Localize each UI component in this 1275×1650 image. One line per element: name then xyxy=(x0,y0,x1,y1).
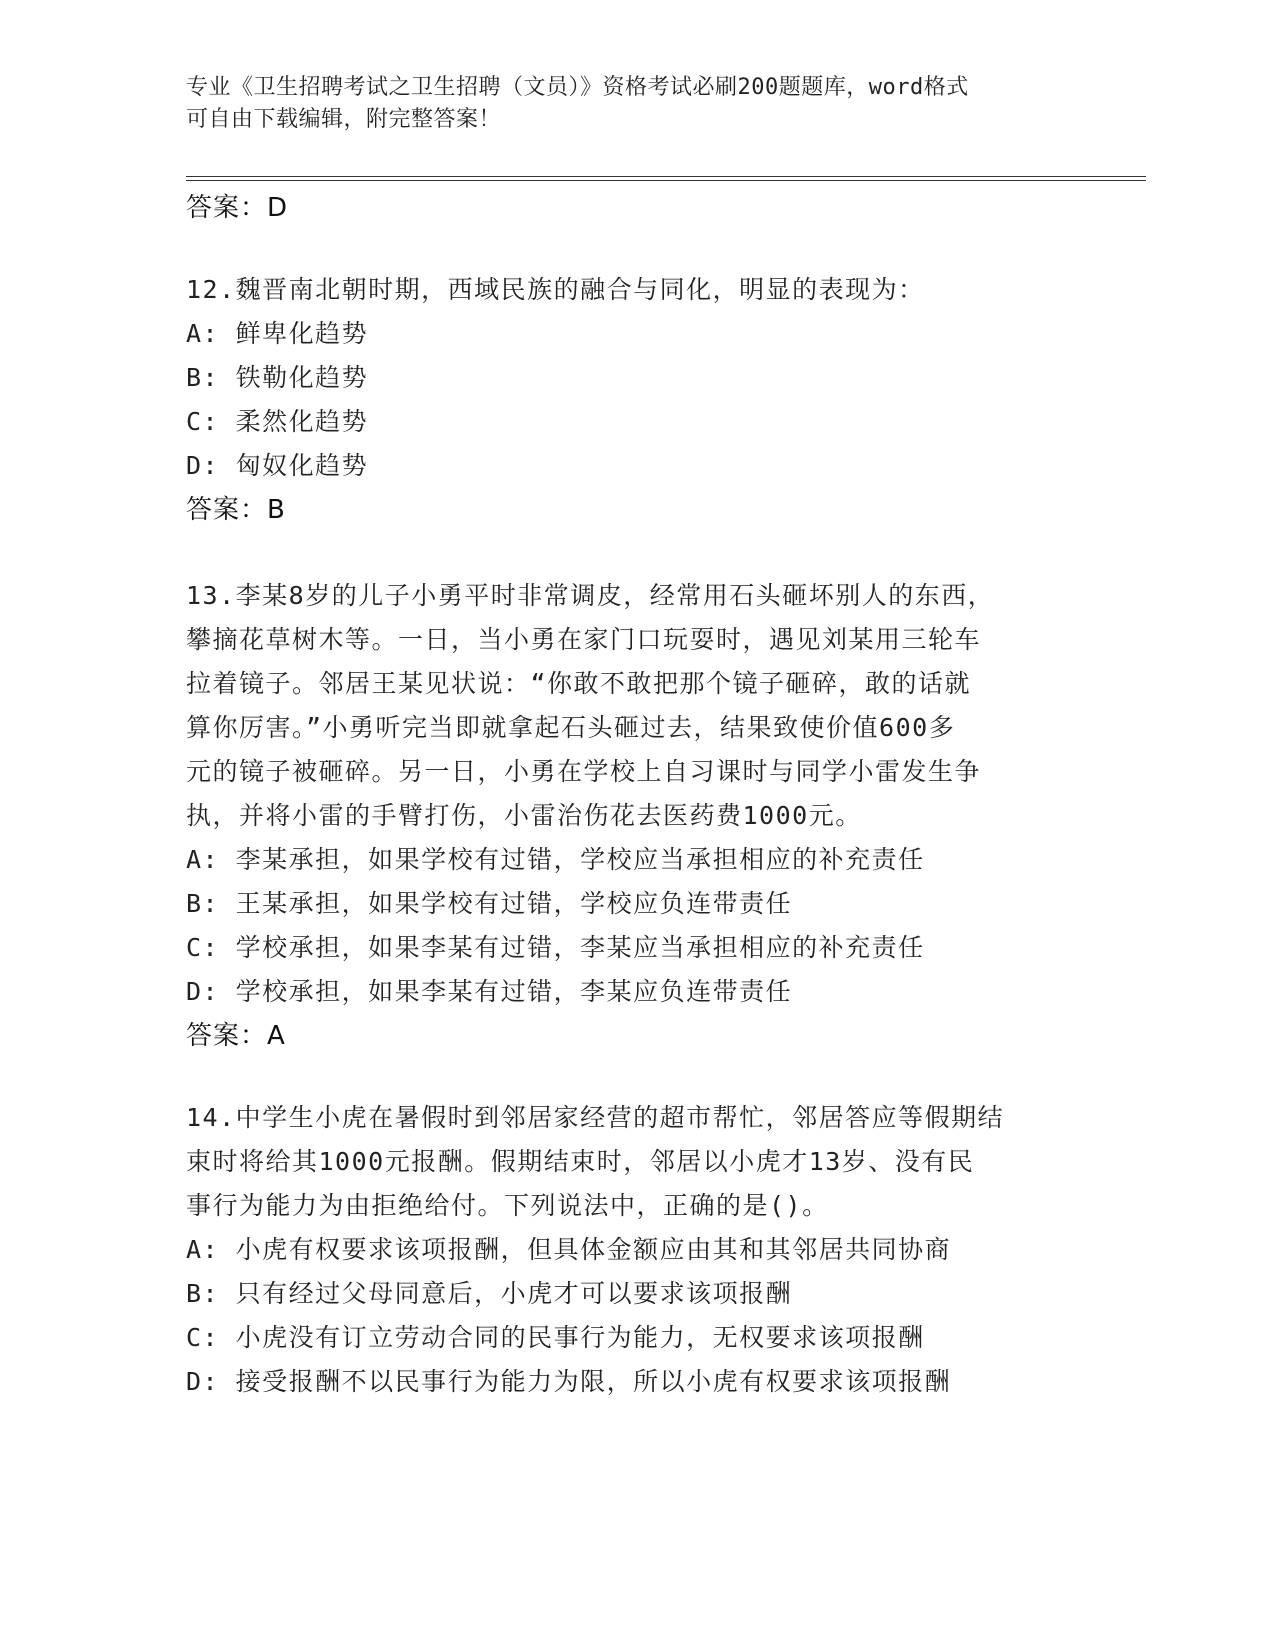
document-header xyxy=(186,72,1066,136)
question-12 xyxy=(186,268,1086,532)
option-d: D: 学校承担，如果李某有过错，李某应负连带责任 xyxy=(186,977,793,1006)
question-stem-line: 攀摘花草树木等。一日，当小勇在家门口玩耍时，遇见刘某用三轮车 xyxy=(186,625,982,654)
question-stem-line: 12.魏晋南北朝时期，西域民族的融合与同化，明显的表现为： xyxy=(186,275,925,304)
answer-label: 答案：A xyxy=(186,1021,286,1051)
question-stem-line: 拉着镜子。邻居王某见状说：“你敢不敢把那个镜子砸碎，敢的话就 xyxy=(186,669,972,698)
option-d: D: 接受报酬不以民事行为能力为限，所以小虎有权要求该项报酬 xyxy=(186,1367,952,1396)
option-c: C: 小虎没有订立劳动合同的民事行为能力，无权要求该项报酬 xyxy=(186,1323,925,1352)
question-stem-line: 13.李某8岁的儿子小勇平时非常调皮，经常用石头砸坏别人的东西， xyxy=(186,581,995,610)
question-13 xyxy=(186,574,1086,1058)
question-stem-line: 14.中学生小虎在暑假时到邻居家经营的超市帮忙，邻居答应等假期结 xyxy=(186,1103,1005,1132)
answer-label: 答案：D xyxy=(186,193,289,223)
answer-block-11 xyxy=(186,186,1086,230)
question-stem-line: 事行为能力为由拒绝给付。下列说法中，正确的是()。 xyxy=(186,1191,829,1220)
header-rule-top xyxy=(186,176,1146,177)
option-b: B: 铁勒化趋势 xyxy=(186,363,369,392)
header-rule-bottom xyxy=(186,180,1146,181)
question-stem-line: 算你厉害。”小勇听完当即就拿起石头砸过去，结果致使价值600多 xyxy=(186,713,956,742)
option-b: B: 王某承担，如果学校有过错，学校应负连带责任 xyxy=(186,889,793,918)
header-line-2: 可自由下载编辑，附完整答案！ xyxy=(186,107,502,132)
option-b: B: 只有经过父母同意后，小虎才可以要求该项报酬 xyxy=(186,1279,793,1308)
option-c: C: 学校承担，如果李某有过错，李某应当承担相应的补充责任 xyxy=(186,933,925,962)
question-stem-line: 元的镜子被砸碎。另一日，小勇在学校上自习课时与同学小雷发生争 xyxy=(186,757,982,786)
option-a: A: 鲜卑化趋势 xyxy=(186,319,369,348)
option-d: D: 匈奴化趋势 xyxy=(186,451,369,480)
question-stem-line: 执，并将小雷的手臂打伤，小雷治伤花去医药费1000元。 xyxy=(186,801,862,830)
option-c: C: 柔然化趋势 xyxy=(186,407,369,436)
question-14 xyxy=(186,1096,1086,1404)
answer-label: 答案：B xyxy=(186,495,286,525)
option-a: A: 小虎有权要求该项报酬，但具体金额应由其和其邻居共同协商 xyxy=(186,1235,952,1264)
header-line-1: 专业《卫生招聘考试之卫生招聘（文员）》资格考试必刷200题题库，word格式 xyxy=(186,75,969,100)
option-a: A: 李某承担，如果学校有过错，学校应当承担相应的补充责任 xyxy=(186,845,925,874)
question-stem-line: 束时将给其1000元报酬。假期结束时，邻居以小虎才13岁、没有民 xyxy=(186,1147,975,1176)
